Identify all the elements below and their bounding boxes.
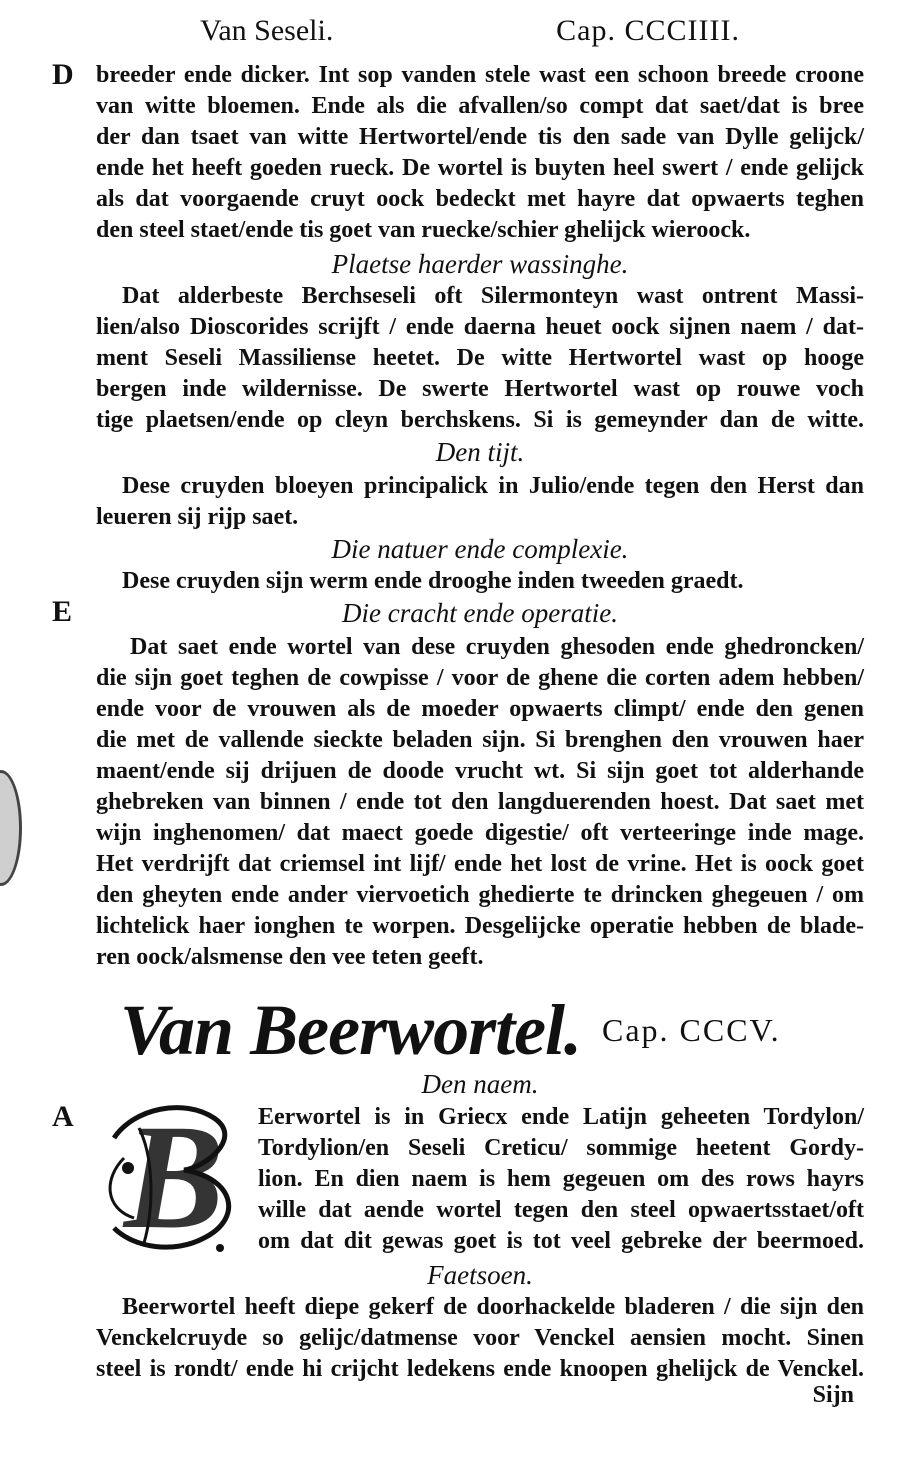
text-line: om dat dit gewas goet is tot veel gebreke der beermoed.	[258, 1228, 864, 1254]
text-line: Tordylion/en Seseli Creticu/ sommige heetent Gordy-	[258, 1135, 864, 1161]
text-line: leueren sij rijp saet.	[96, 504, 299, 530]
text-line: breeder ende dicker. Int sop vanden stele wast een schoon breede croone	[96, 62, 864, 88]
text-line: die sijn goet teghen de cowpisse / voor de ghene die corten adem hebben/	[96, 665, 864, 691]
text-line: van witte bloemen. Ende als die afvallen/so compt dat saet/dat is bree	[96, 93, 864, 119]
text-line: ren oock/alsmense den vee teten geeft.	[96, 944, 484, 970]
text-line: lien/also Dioscorides scrijft / ende daerna heuet oock sijnen naem / dat-	[96, 314, 864, 340]
catchword: Sijn	[812, 1382, 854, 1408]
text-line: Dese cruyden sijn werm ende drooghe inden tweeden graedt.	[122, 568, 744, 594]
text-line: Beerwortel heeft diepe gekerf de doorhackelde bladeren / die sijn den	[122, 1294, 864, 1320]
text-line: den steel staet/ende tis goet van ruecke/schier ghelijck wieroock.	[96, 217, 751, 243]
text-line: als dat voorgaende cruyt oock bedeckt met hayre dat opwaerts teghen	[96, 186, 864, 212]
text-line: wijn inghenomen/ dat maect goede digestie/ oft verteeringe inde mage.	[96, 820, 864, 846]
running-head-title: Van Seseli.	[200, 14, 334, 47]
text-line: bergen inde wildernisse. De swerte Hertwortel wast op rouwe voch	[96, 376, 864, 402]
text-line: ende het heeft goeden rueck. De wortel is buyten heel swert / ende gelijck	[96, 155, 864, 181]
section-heading-naem: Den naem.	[421, 1069, 539, 1099]
running-head-chapter: Cap. CCCIIII.	[556, 14, 740, 47]
text-line: steel is rondt/ ende hi crijcht ledekens ende knoopen ghelijck de Venckel.	[96, 1356, 864, 1382]
text-line: lichtelick haer ionghen te worpen. Desgelijcke operatie hebben de blade-	[96, 913, 864, 939]
text-line: Dese cruyden bloeyen principalick in Julio/ende tegen den Herst dan	[122, 473, 864, 499]
text-line: lion. En dien naem is hem gegeuen om des rows hayrs	[258, 1166, 864, 1192]
running-head	[200, 14, 740, 54]
initial-letter: B	[123, 1094, 225, 1260]
text-line: Eerwortel is in Griecx ende Latijn geheeten Tordylon/	[258, 1104, 864, 1130]
text-line: ende voor de vrouwen als de moeder opwaerts climpt/ ende den genen	[96, 696, 864, 722]
section-heading-cracht: Die cracht ende operatie.	[342, 598, 618, 628]
text-line: ment Seseli Massiliense heetet. De witte Hertwortel wast op hooge	[96, 345, 864, 371]
decorated-initial	[94, 1094, 254, 1260]
text-line: Het verdrijft dat criemsel int lijf/ ende het lost de vrine. Het is oock goet	[96, 851, 864, 877]
margin-marker-a: A	[52, 1100, 74, 1133]
text-line: den gheyten ende ander viervoetich ghedierte te drincken ghegeuen / om	[96, 882, 864, 908]
section-heading-tijt: Den tijt.	[435, 437, 525, 467]
section-heading-natuer: Die natuer ende complexie.	[331, 534, 629, 564]
text-line: tige plaetsen/ende op cleyn berchskens. Si is gemeynder dan de witte.	[96, 407, 864, 433]
text-line: wille dat aende wortel tegen den steel opwaertsstaet/oft	[258, 1197, 864, 1223]
text-line: Dat alderbeste Berchseseli oft Silermonteyn wast ontrent Massi-	[122, 283, 864, 309]
text-line: Dat saet ende wortel van dese cruyden ghesoden ende ghedroncken/	[130, 634, 864, 660]
section-heading-plaetse: Plaetse haerder wassinghe.	[331, 249, 629, 279]
margin-marker-e: E	[52, 595, 73, 628]
chapter-number: Cap. CCCV.	[602, 1012, 781, 1048]
text-line: Venckelcruyde so gelijc/datmense voor Venckel aensien mocht. Sinen	[96, 1325, 864, 1351]
chapter-title: Van Beerwortel.	[120, 990, 582, 1070]
text-line: der dan tsaet van witte Hertwortel/ende tis den sade van Dylle gelijck/	[96, 124, 864, 150]
text-line: ghebreken van binnen / ende tot den langduerenden hoest. Dat saet met	[96, 789, 864, 815]
section-heading-faetsoen: Faetsoen.	[427, 1260, 533, 1290]
margin-marker-d: D	[52, 58, 74, 91]
text-line: maent/ende sij drijuen de doode vrucht wt. Si sijn goet tot alderhande	[96, 758, 864, 784]
text-line: die met de vallende sieckte beladen sijn. Si brenghen den vrouwen haer	[96, 727, 864, 753]
page-edge-shadow	[0, 770, 22, 886]
